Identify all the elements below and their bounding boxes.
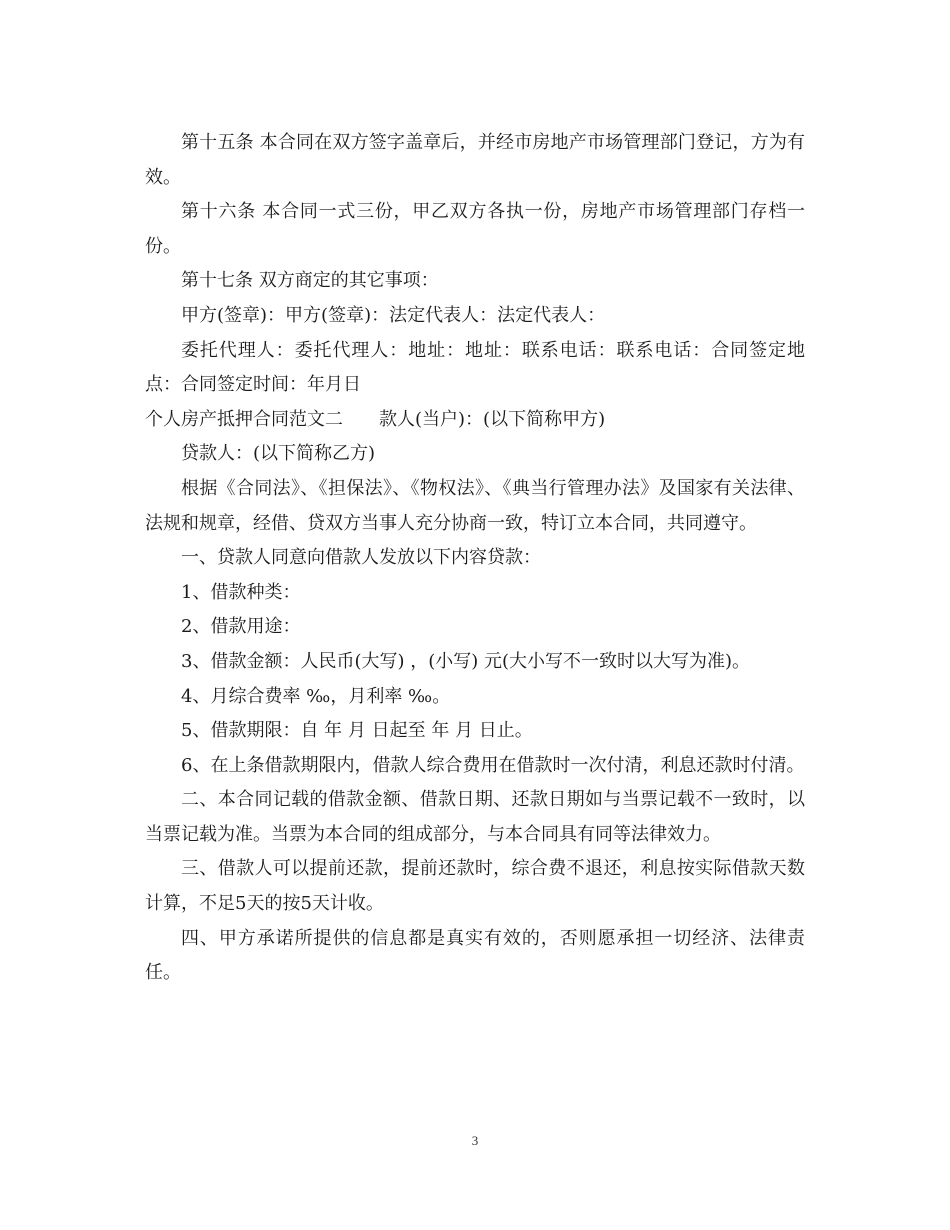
clause-17: 第十七条 双方商定的其它事项： [181,270,439,292]
section-3: 三、借款人可以提前还款，提前还款时，综合费不退还，利息按实际借款天数计算，不足5天的按5天计收。 [145,858,805,915]
signature-party-a: 甲方(签章)：甲方(签章)：法定代表人：法定代表人： [181,304,606,326]
borrower-line: 款人(当户)：(以下简称甲方) [379,408,606,430]
item-loan-type: 1、借款种类： [181,581,301,603]
page-number: 3 [471,1133,479,1148]
item-loan-term: 5、借款期限：自 年 月 日起至 年 月 日止。 [181,720,533,742]
clause-15: 第十五条 本合同在双方签字盖章后，并经市房地产市场管理部门登记，方为有效。 [145,132,805,188]
contract-title: 个人房产抵押合同范文二 [145,408,343,430]
item-rates: 4、月综合费率 ‰，月利率 ‰。 [181,685,451,707]
section-1-heading: 一、贷款人同意向借款人发放以下内容贷款： [181,547,541,569]
section-4: 四、甲方承诺所提供的信息都是真实有效的，否则愿承担一切经济、法律责任。 [145,927,805,984]
lender-line: 贷款人：(以下简称乙方) [181,443,376,465]
item-loan-amount: 3、借款金额：人民币(大写) ，(小写) 元(大小写不一致时以大写为准)。 [181,650,751,672]
item-loan-purpose: 2、借款用途： [181,616,301,638]
contract-title-line [145,403,805,438]
signature-agents: 委托代理人：委托代理人：地址：地址：联系电话：联系电话：合同签定地点：合同签定时间：年月日 [145,339,805,396]
document-body [145,126,805,991]
preamble: 根据《合同法》、《担保法》、《物权法》、《典当行管理办法》及国家有关法律、法规和规章，经借、贷双方当事人充分协商一致，特订立本合同，共同遵守。 [145,477,805,534]
clause-16: 第十六条 本合同一式三份，甲乙双方各执一份，房地产市场管理部门存档一份。 [145,201,805,257]
section-2: 二、本合同记载的借款金额、借款日期、还款日期如与当票记载不一致时，以当票记载为准。当票为本合同的组成部分，与本合同具有同等法律效力。 [145,789,805,845]
item-payment: 6、在上条借款期限内，借款人综合费用在借款时一次付清，利息还款时付清。 [181,754,805,776]
